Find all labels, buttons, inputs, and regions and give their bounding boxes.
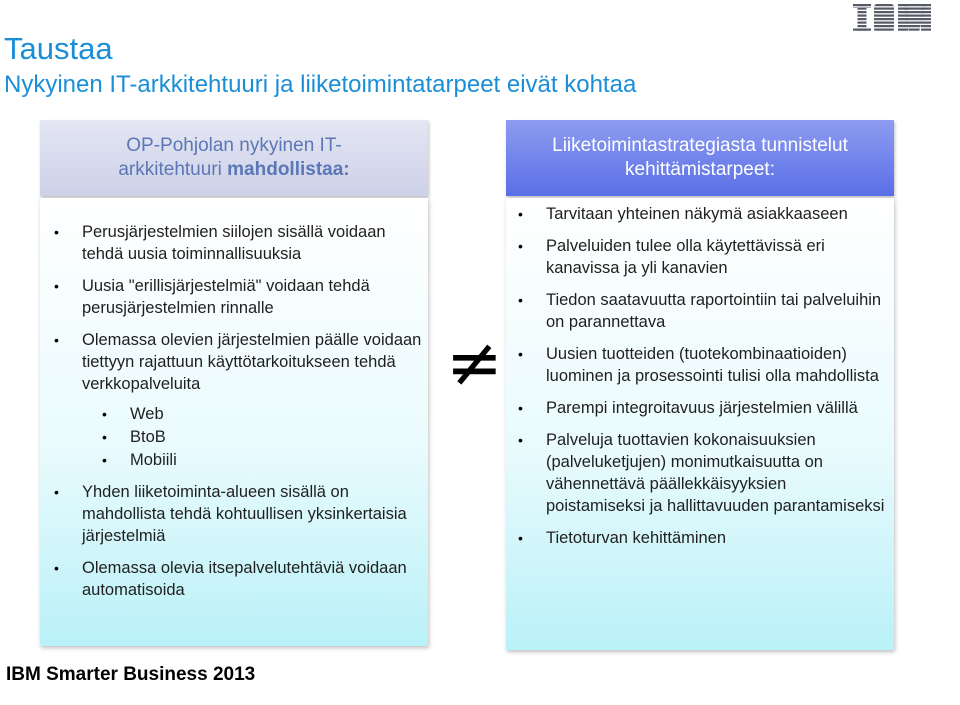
- list-item: • Palveluiden tulee olla käytettävissä eri kanavissa ja yli kanavien: [546, 235, 886, 279]
- not-equal-symbol: ≠: [446, 324, 503, 403]
- slide-title: Taustaa: [4, 31, 113, 66]
- ibm-logo: [853, 4, 931, 32]
- list-item: • Yhden liiketoiminta-alueen sisällä on mahdollista tehdä kohtuullisen yksinkertaisia järjestelmiä: [82, 481, 422, 547]
- right-header: [506, 120, 894, 196]
- right-header-line1: Liiketoimintastrategiasta tunnistelut: [552, 135, 848, 156]
- right-bullet-list: [546, 203, 886, 549]
- left-header-line1: OP-Pohjolan nykyinen IT-: [126, 135, 342, 156]
- footer-brand: IBM Smarter Business 2013: [6, 664, 256, 685]
- left-header-line2: [40, 158, 428, 182]
- left-header-line2-bold: mahdollistaa:: [227, 159, 350, 180]
- sub-list-item: • BtoB: [130, 426, 422, 448]
- list-item: • Parempi integroitavuus järjestelmien välillä: [546, 397, 886, 419]
- left-header: [40, 120, 428, 196]
- list-item: • Tiedon saatavuutta raportointiin tai palveluihin on parannettava: [546, 289, 886, 333]
- list-item: • Tarvitaan yhteinen näkymä asiakkaaseen: [546, 203, 886, 225]
- sub-list-item: • Web: [130, 403, 422, 425]
- list-item: • Palveluja tuottavien kokonaisuuksien (palveluketjujen) monimutkaisuutta on vähennettävä päällekkäisyyksien poistamiseksi ja hallittavuuden parantamiseksi: [546, 429, 886, 517]
- slide-subtitle: Nykyinen IT-arkkitehtuuri ja liiketoimintatarpeet eivät kohtaa: [4, 71, 637, 98]
- list-item: • Tietoturvan kehittäminen: [546, 527, 886, 549]
- sub-list-item: • Mobiili: [130, 449, 422, 471]
- ibm-logo-icon: [853, 4, 931, 32]
- list-item: • Olemassa olevien järjestelmien päälle voidaan tiettyyn rajattuun käyttötarkoitukseen tehdä verkkopalveluita: [82, 329, 422, 395]
- list-item: • Perusjärjestelmien siilojen sisällä voidaan tehdä uusia toiminnallisuuksia: [82, 221, 422, 265]
- list-item: • Olemassa olevia itsepalvelutehtäviä voidaan automatisoida: [82, 557, 422, 601]
- left-bullet-list: [82, 221, 422, 601]
- right-header-line2: kehittämistarpeet:: [625, 159, 775, 180]
- list-item: • Uusia "erillisjärjestelmiä" voidaan tehdä perusjärjestelmien rinnalle: [82, 275, 422, 319]
- list-item: • Uusien tuotteiden (tuotekombinaatioiden) luominen ja prosessointi tulisi olla mahdollista: [546, 343, 886, 387]
- left-header-line2-plain: arkkitehtuuri: [118, 159, 228, 180]
